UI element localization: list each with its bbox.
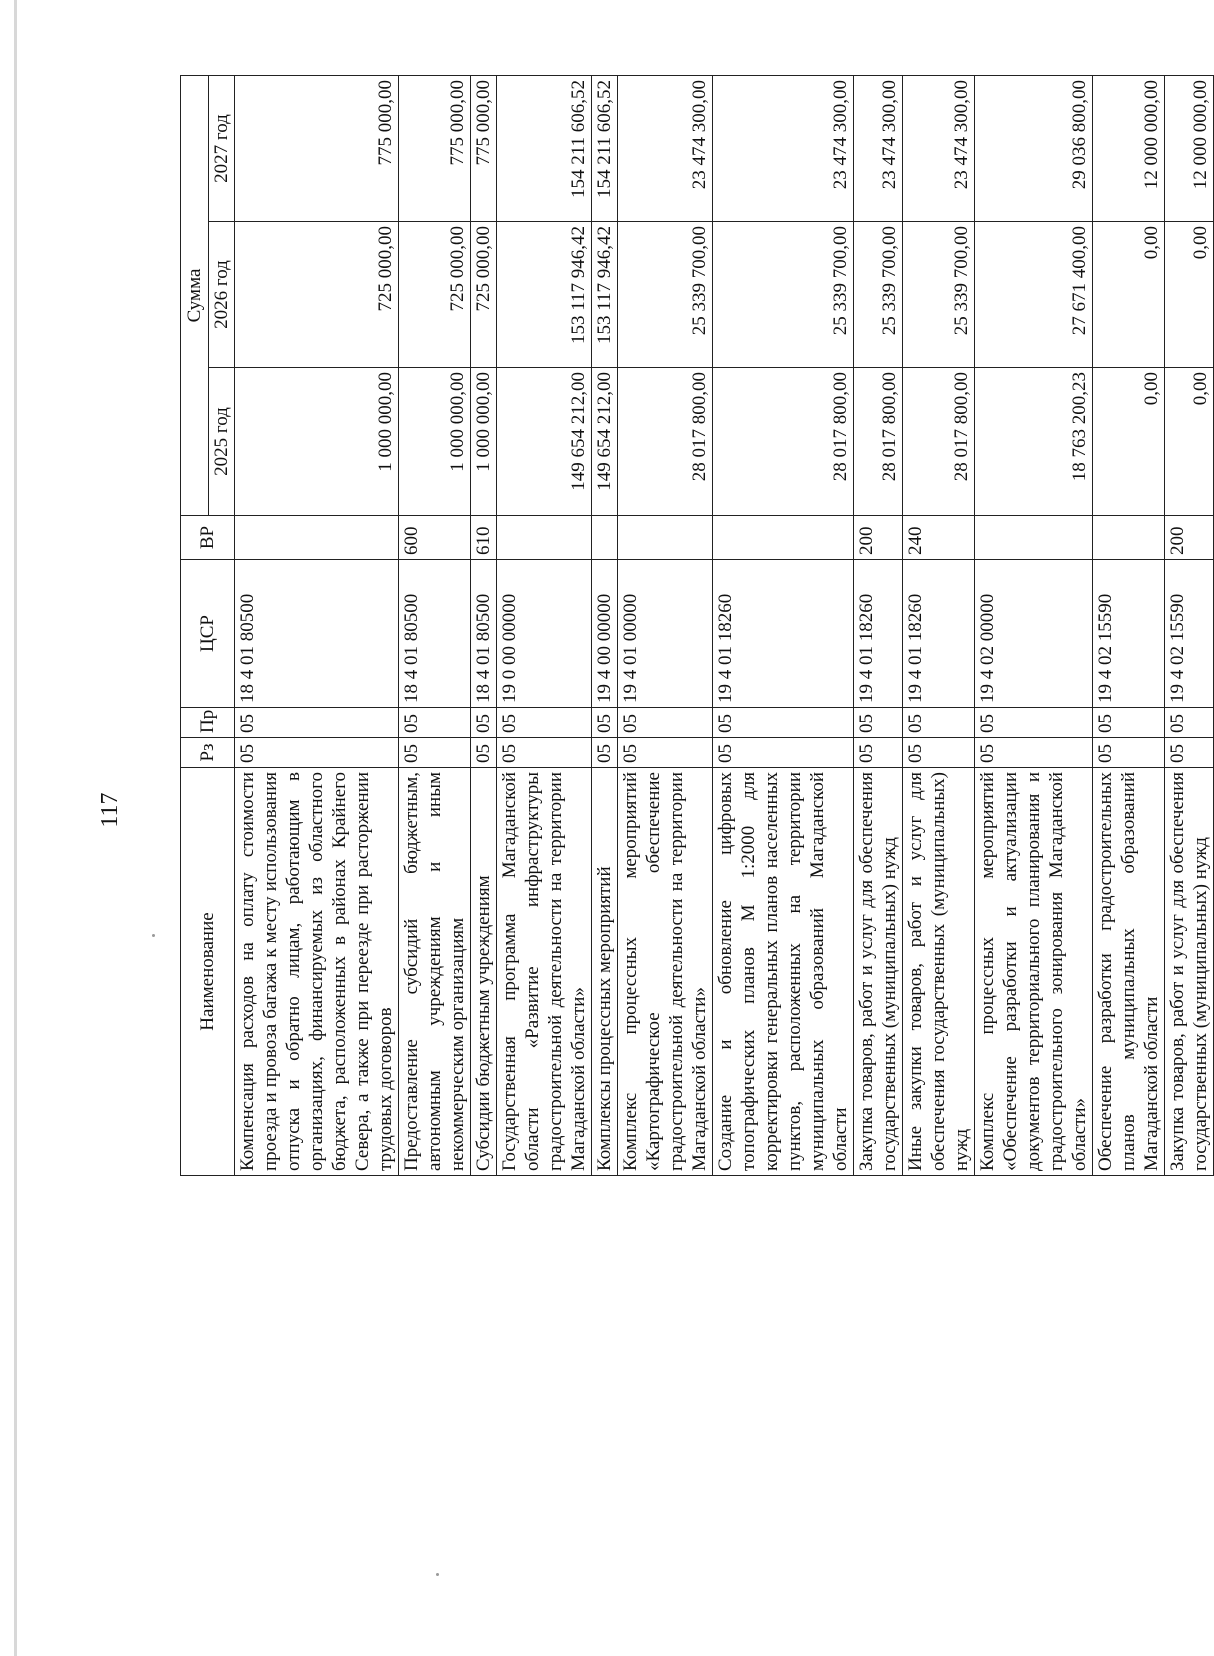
row-amount-2025: 149 654 212,00 <box>497 368 592 516</box>
row-vr <box>1093 516 1165 560</box>
header-year-2025: 2025 год <box>209 368 235 516</box>
scan-speck <box>436 1573 439 1576</box>
row-name: Обеспечение разработки градостроительных планов муниципальных образований Магаданской области <box>1093 768 1165 1176</box>
table-row <box>235 76 399 1176</box>
row-csr: 19 4 01 18260 <box>854 560 903 708</box>
page-number: 117 <box>97 792 123 828</box>
row-csr: 19 4 02 00000 <box>975 560 1093 708</box>
row-csr: 19 4 02 15590 <box>1165 560 1214 708</box>
page-binding-edge <box>14 0 17 1656</box>
row-amount-2026: 153 117 946,42 <box>497 222 592 368</box>
row-amount-2027: 23 474 300,00 <box>618 76 713 222</box>
table-row <box>497 76 592 1176</box>
row-csr: 19 4 00 00000 <box>592 560 618 708</box>
row-amount-2025: 18 763 200,23 <box>975 368 1093 516</box>
row-rz: 05 <box>235 738 399 768</box>
row-pr: 05 <box>399 708 471 738</box>
row-csr: 18 4 01 80500 <box>471 560 497 708</box>
row-rz: 05 <box>1093 738 1165 768</box>
row-rz: 05 <box>592 738 618 768</box>
row-amount-2027: 775 000,00 <box>471 76 497 222</box>
row-vr <box>713 516 854 560</box>
row-rz: 05 <box>903 738 975 768</box>
row-rz: 05 <box>399 738 471 768</box>
table-row <box>1165 76 1214 1176</box>
row-amount-2025: 0,00 <box>1165 368 1214 516</box>
header-name: Наименование <box>181 768 235 1176</box>
row-amount-2027: 775 000,00 <box>399 76 471 222</box>
row-pr: 05 <box>1165 708 1214 738</box>
row-amount-2025: 28 017 800,00 <box>713 368 854 516</box>
row-pr: 05 <box>1093 708 1165 738</box>
row-amount-2026: 725 000,00 <box>471 222 497 368</box>
row-amount-2026: 725 000,00 <box>235 222 399 368</box>
header-year-2026: 2026 год <box>209 222 235 368</box>
row-amount-2027: 12 000 000,00 <box>1093 76 1165 222</box>
row-pr: 05 <box>713 708 854 738</box>
row-pr: 05 <box>903 708 975 738</box>
row-pr: 05 <box>592 708 618 738</box>
row-vr: 610 <box>471 516 497 560</box>
table-row <box>975 76 1093 1176</box>
row-rz: 05 <box>618 738 713 768</box>
scan-speck <box>152 934 155 937</box>
row-vr: 200 <box>1165 516 1214 560</box>
row-csr: 18 4 01 80500 <box>235 560 399 708</box>
header-year-2027: 2027 год <box>209 76 235 222</box>
row-rz: 05 <box>1165 738 1214 768</box>
row-csr: 18 4 01 80500 <box>399 560 471 708</box>
table-row <box>854 76 903 1176</box>
row-name: Комплекс процессных мероприятий «Картографическое обеспечение градостроительной деятельности на территории Магаданской области» <box>618 768 713 1176</box>
row-pr: 05 <box>854 708 903 738</box>
row-vr <box>235 516 399 560</box>
header-csr: ЦСР <box>181 560 235 708</box>
row-amount-2026: 153 117 946,42 <box>592 222 618 368</box>
header-rz: Рз <box>181 738 235 768</box>
row-csr: 19 0 00 00000 <box>497 560 592 708</box>
table-row <box>1093 76 1165 1176</box>
row-vr: 200 <box>854 516 903 560</box>
row-amount-2025: 28 017 800,00 <box>903 368 975 516</box>
row-rz: 05 <box>497 738 592 768</box>
row-amount-2026: 0,00 <box>1093 222 1165 368</box>
row-rz: 05 <box>854 738 903 768</box>
row-amount-2026: 25 339 700,00 <box>618 222 713 368</box>
row-name: Предоставление субсидий бюджетным, автономным учреждениям и иным некоммерческим организациям <box>399 768 471 1176</box>
header-pr: Пр <box>181 708 235 738</box>
row-name: Комплекс процессных мероприятий «Обеспечение разработки и актуализации документов территориального планирования и градостроительного зонирования Магаданской области» <box>975 768 1093 1176</box>
row-amount-2027: 154 211 606,52 <box>592 76 618 222</box>
row-pr: 05 <box>975 708 1093 738</box>
table-row <box>592 76 618 1176</box>
row-amount-2026: 25 339 700,00 <box>854 222 903 368</box>
row-amount-2026: 0,00 <box>1165 222 1214 368</box>
row-name: Закупка товаров, работ и услуг для обеспечения государственных (муниципальных) нужд <box>854 768 903 1176</box>
row-name: Государственная программа Магаданской области «Развитие инфраструктуры градостроительной деятельности на территории Магаданской области» <box>497 768 592 1176</box>
row-rz: 05 <box>713 738 854 768</box>
row-name: Компенсация расходов на оплату стоимости проезда и провоза багажа к месту использования отпуска и обратно лицам, работающим в организациях, финансируемых из областного бюджета, расположенных в районах Крайнего Севера, а также при переезде при расторжении трудовых договоров <box>235 768 399 1176</box>
row-amount-2027: 29 036 800,00 <box>975 76 1093 222</box>
row-name: Закупка товаров, работ и услуг для обеспечения государственных (муниципальных) нужд <box>1165 768 1214 1176</box>
row-vr <box>975 516 1093 560</box>
row-name: Комплексы процессных мероприятий <box>592 768 618 1176</box>
row-amount-2026: 725 000,00 <box>399 222 471 368</box>
row-amount-2026: 25 339 700,00 <box>903 222 975 368</box>
row-rz: 05 <box>975 738 1093 768</box>
row-amount-2025: 0,00 <box>1093 368 1165 516</box>
row-amount-2025: 1 000 000,00 <box>471 368 497 516</box>
row-amount-2027: 23 474 300,00 <box>713 76 854 222</box>
row-amount-2027: 12 000 000,00 <box>1165 76 1214 222</box>
row-amount-2027: 154 211 606,52 <box>497 76 592 222</box>
row-pr: 05 <box>471 708 497 738</box>
row-name: Создание и обновление цифровых топографических планов М 1:2000 для корректировки генеральных планов населенных пунктов, расположенных на территории муниципальных образований Магаданской области <box>713 768 854 1176</box>
row-amount-2025: 28 017 800,00 <box>854 368 903 516</box>
row-pr: 05 <box>235 708 399 738</box>
header-vr: ВР <box>181 516 235 560</box>
row-amount-2025: 1 000 000,00 <box>235 368 399 516</box>
row-vr <box>618 516 713 560</box>
table-row <box>903 76 975 1176</box>
row-vr <box>497 516 592 560</box>
row-amount-2025: 28 017 800,00 <box>618 368 713 516</box>
row-csr: 19 4 01 00000 <box>618 560 713 708</box>
row-csr: 19 4 01 18260 <box>713 560 854 708</box>
row-amount-2026: 25 339 700,00 <box>713 222 854 368</box>
row-name: Субсидии бюджетным учреждениям <box>471 768 497 1176</box>
row-vr: 240 <box>903 516 975 560</box>
row-amount-2027: 23 474 300,00 <box>854 76 903 222</box>
table-row <box>399 76 471 1176</box>
header-sum: Сумма <box>181 76 209 516</box>
row-pr: 05 <box>618 708 713 738</box>
row-vr: 600 <box>399 516 471 560</box>
row-amount-2025: 149 654 212,00 <box>592 368 618 516</box>
row-csr: 19 4 01 18260 <box>903 560 975 708</box>
row-amount-2026: 27 671 400,00 <box>975 222 1093 368</box>
table-row <box>713 76 854 1176</box>
row-name: Иные закупки товаров, работ и услуг для обеспечения государственных (муниципальных) нужд <box>903 768 975 1176</box>
row-amount-2027: 775 000,00 <box>235 76 399 222</box>
row-vr <box>592 516 618 560</box>
row-rz: 05 <box>471 738 497 768</box>
row-amount-2027: 23 474 300,00 <box>903 76 975 222</box>
table-row <box>618 76 713 1176</box>
row-csr: 19 4 02 15590 <box>1093 560 1165 708</box>
row-amount-2025: 1 000 000,00 <box>399 368 471 516</box>
table-row <box>471 76 497 1176</box>
budget-table <box>180 76 1211 1176</box>
row-pr: 05 <box>497 708 592 738</box>
